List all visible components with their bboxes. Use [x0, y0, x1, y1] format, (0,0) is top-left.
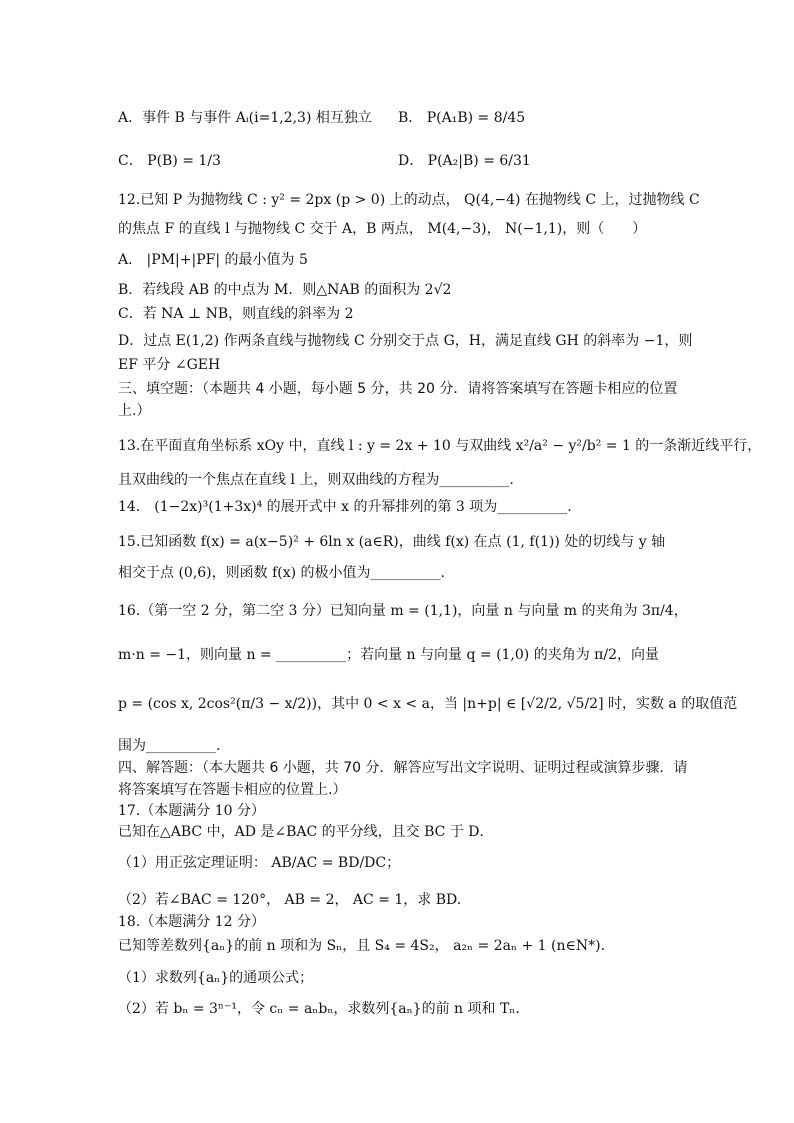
q16-line3: p = (cos x, 2cos²(π/3 − x/2))，其中 0 < x < a，当 |n+p| ∈ [√2/2, √5/2] 时，实数 a 的取值范 — [118, 696, 738, 712]
q11-option-d: D． P(A₂|B) = 6/31 — [398, 153, 531, 169]
q12-option-a: A． |PM|+|PF| 的最小值为 5 — [118, 252, 308, 268]
q18-heading: 18.（本题满分 12 分） — [118, 914, 265, 930]
q11-option-b: B． P(A₁B) = 8/45 — [398, 110, 526, 126]
q11-option-a: A．事件 B 与事件 Aᵢ(i=1,2,3) 相互独立 — [118, 110, 372, 126]
q17-heading: 17.（本题满分 10 分） — [118, 803, 265, 819]
q15-line1: 15.已知函数 f(x) = a(x−5)² + 6ln x (a∈R)，曲线 f(x) 在点 (1, f(1)) 处的切线与 y 轴 — [118, 534, 666, 550]
q12-stem-line2: 的焦点 F 的直线 l 与抛物线 C 交于 A，B 两点， M(4,−3)， N(−1,1)，则（ ） — [118, 221, 647, 237]
q12-option-b: B．若线段 AB 的中点为 M．则△NAB 的面积为 2√2 — [118, 282, 452, 298]
q12-stem-line1: 12.已知 P 为抛物线 C : y² = 2px (p > 0) 上的动点， Q(4,−4) 在抛物线 C 上，过抛物线 C — [118, 192, 700, 208]
q12-option-d-line2: EF 平分 ∠GEH — [118, 357, 221, 373]
q18-part1: （1）求数列{aₙ}的通项公式； — [118, 970, 314, 986]
q13-line2: 且双曲线的一个焦点在直线 l 上，则双曲线的方程为__________. — [118, 472, 514, 488]
section-fill-in-heading-line2: 上.） — [118, 403, 151, 419]
q12-option-d-line1: D．过点 E(1,2) 作两条直线与抛物线 C 分别交于点 G，H，满足直线 GH 的斜率为 −1，则 — [118, 333, 693, 349]
q17-part2: （2）若∠BAC = 120°， AB = 2， AC = 1，求 BD. — [118, 892, 462, 908]
q14-line1: 14． (1−2x)³(1+3x)⁴ 的展开式中 x 的升幂排列的第 3 项为__________. — [118, 499, 572, 515]
q16-line2: m·n = −1，则向量 n = __________；若向量 n 与向量 q = (1,0) 的夹角为 π/2，向量 — [118, 647, 659, 663]
section-fill-in-heading-line1: 三、填空题：（本题共 4 小题，每小题 5 分，共 20 分．请将答案填写在答题卡相应的位置 — [118, 381, 678, 397]
q18-stem: 已知等差数列{aₙ}的前 n 项和为 Sₙ，且 S₄ = 4S₂， a₂ₙ = 2aₙ + 1 (n∈N*)． — [118, 938, 615, 954]
q18-part2: （2）若 bₙ = 3ⁿ⁻¹，令 cₙ = aₙbₙ，求数列{aₙ}的前 n 项和 Tₙ． — [118, 1001, 530, 1017]
section-answer-heading-line1: 四、解答题：（本大题共 6 小题，共 70 分．解答应写出文字说明、证明过程或演算步骤．请 — [118, 760, 688, 776]
q13-line1: 13.在平面直角坐标系 xOy 中，直线 l : y = 2x + 10 与双曲线 x²/a² − y²/b² = 1 的一条渐近线平行， — [118, 438, 762, 454]
q11-option-c: C． P(B) = 1/3 — [118, 153, 221, 169]
q16-line4: 围为__________. — [118, 738, 221, 754]
q16-line1: 16.（第一空 2 分，第二空 3 分）已知向量 m = (1,1)，向量 n 与向量 m 的夹角为 3π/4， — [118, 603, 688, 619]
q12-option-c: C．若 NA ⊥ NB，则直线的斜率为 2 — [118, 306, 354, 322]
q17-stem: 已知在△ABC 中，AD 是∠BAC 的平分线，且交 BC 于 D． — [118, 824, 494, 840]
section-answer-heading-line2: 将答案填写在答题卡相应的位置上.） — [118, 782, 347, 798]
q15-line2: 相交于点 (0,6)，则函数 f(x) 的极小值为__________. — [118, 565, 445, 581]
q17-part1: （1）用正弦定理证明： AB/AC = BD/DC； — [118, 855, 401, 871]
